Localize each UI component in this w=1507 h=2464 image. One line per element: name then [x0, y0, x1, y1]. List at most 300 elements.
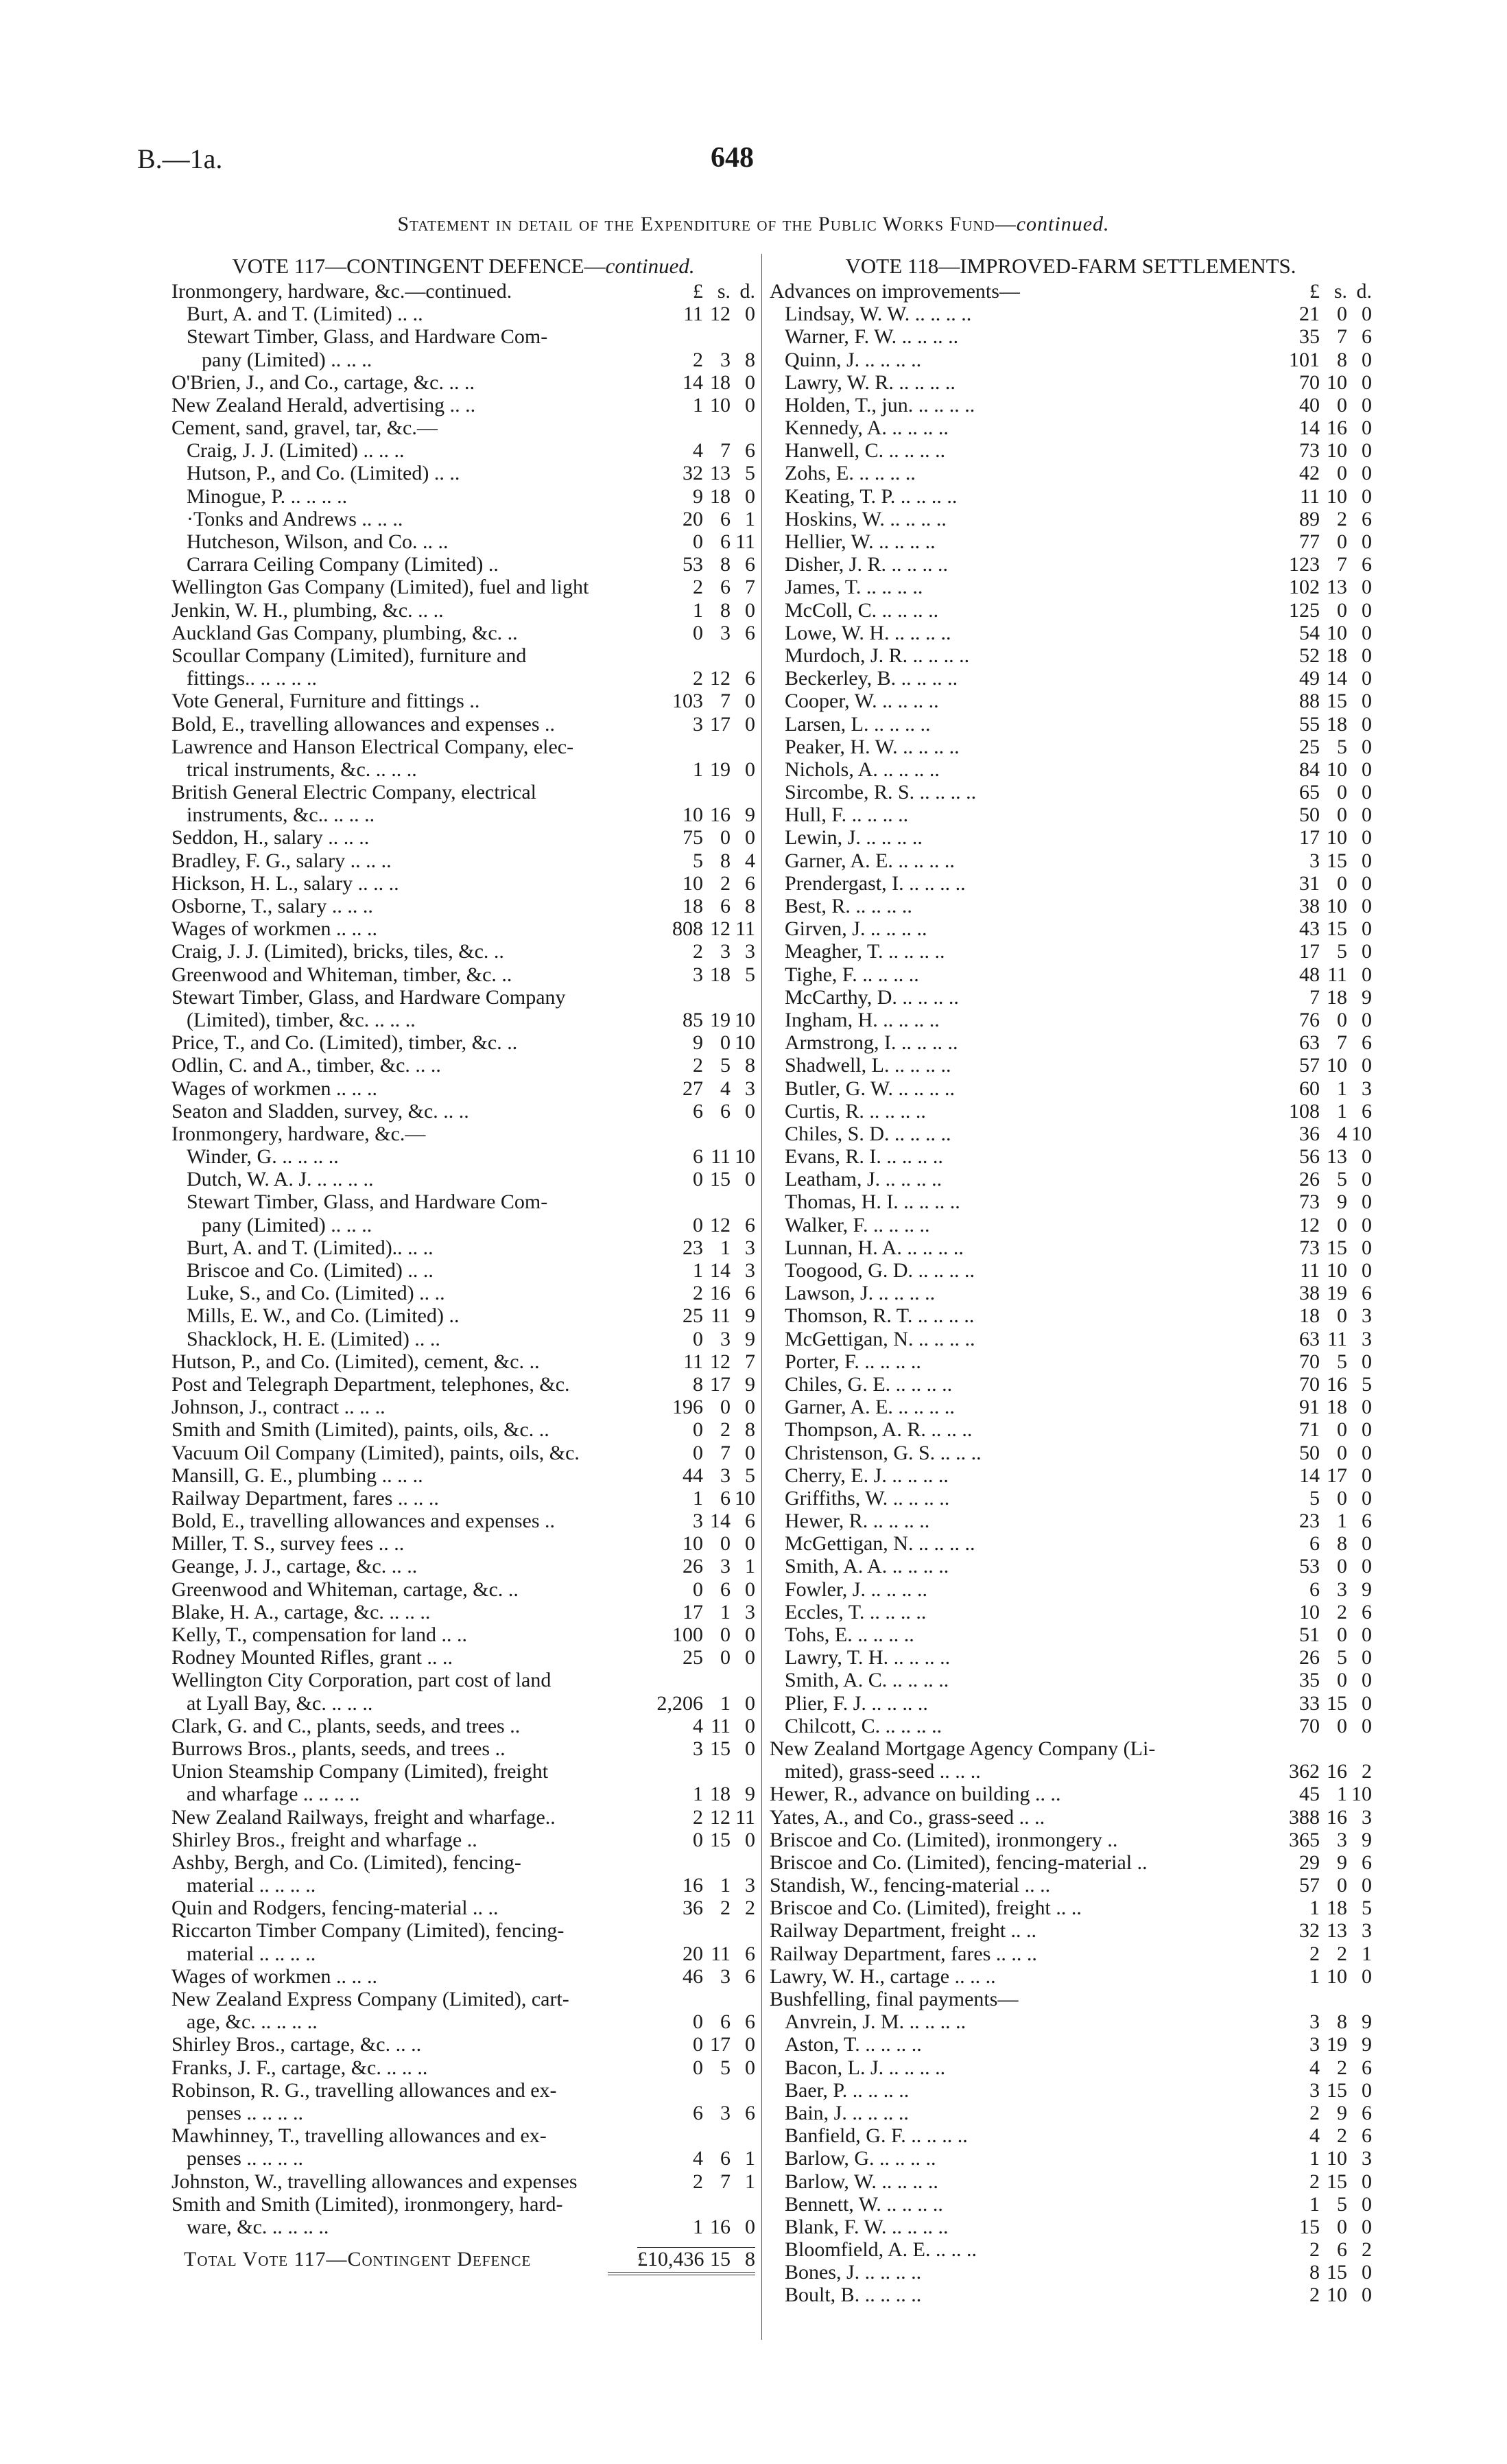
row-description: Lawry, W. H., cartage .. .. .. — [770, 1964, 996, 1988]
pence-value: 0 — [745, 1646, 755, 1669]
shillings-value: 5 — [1337, 1168, 1347, 1191]
table-row — [171, 1259, 755, 1282]
pence-value: 0 — [1362, 1532, 1372, 1556]
row-description: Aston, T. .. .. .. .. — [785, 2033, 922, 2056]
pounds-value: 88 — [1299, 690, 1320, 713]
shillings-value: 6 — [720, 576, 731, 599]
row-description: Wellington City Corporation, part cost of land — [171, 1669, 551, 1692]
row-amount — [1273, 986, 1372, 1009]
table-row — [171, 2010, 755, 2033]
pence-value: 6 — [1362, 2101, 1372, 2124]
table-row — [770, 303, 1372, 325]
pounds-value: 2 — [693, 348, 703, 371]
pounds-value: 63 — [1299, 1327, 1320, 1350]
pounds-value: 36 — [683, 1897, 703, 1920]
shillings-value: 14 — [710, 1259, 731, 1282]
shillings-value: 0 — [720, 1031, 731, 1055]
row-amount — [1273, 439, 1372, 462]
table-row — [770, 2216, 1372, 2238]
pence-value: 1 — [745, 507, 755, 530]
pence-value: 1 — [745, 2170, 755, 2193]
pounds-value: 1 — [693, 758, 703, 781]
table-row — [770, 1988, 1372, 2010]
table-row — [770, 1304, 1372, 1327]
row-amount — [656, 2147, 755, 2170]
row-amount — [1273, 1965, 1372, 1988]
table-row — [770, 508, 1372, 530]
row-amount — [656, 622, 755, 644]
pounds-value: 49 — [1299, 667, 1320, 690]
table-row — [171, 508, 755, 530]
pence-value: 3 — [745, 1600, 755, 1623]
row-amount — [1273, 1123, 1372, 1145]
pence-value: 0 — [1362, 462, 1372, 485]
pounds-value: 25 — [683, 1304, 703, 1328]
row-amount — [1273, 622, 1372, 644]
table-row — [171, 371, 755, 394]
row-amount — [656, 1214, 755, 1236]
row-description: material .. .. .. .. — [187, 1874, 316, 1897]
table-row — [171, 439, 755, 462]
pence-value: 6 — [745, 553, 755, 576]
table-row — [770, 1623, 1372, 1646]
pounds-value: 1 — [693, 393, 703, 416]
table-row — [171, 576, 755, 598]
shillings-value: 6 — [720, 895, 731, 918]
row-description: Rodney Mounted Rifles, grant .. .. — [171, 1646, 453, 1669]
pence-value: 4 — [745, 849, 755, 872]
row-amount — [1273, 1715, 1372, 1737]
row-description: Ingham, H. .. .. .. .. — [785, 1008, 940, 1031]
table-row — [770, 1236, 1372, 1259]
table-row — [770, 895, 1372, 917]
pence-value: 8 — [745, 348, 755, 371]
shillings-value: 5 — [720, 1054, 731, 1077]
pence-value: 6 — [1362, 1510, 1372, 1533]
row-description: Murdoch, J. R. .. .. .. .. — [785, 644, 970, 667]
shillings-value: 10 — [1327, 1259, 1347, 1282]
row-description: Bold, E., travelling allowances and expenses .. — [171, 712, 556, 736]
table-row — [770, 1556, 1372, 1578]
row-amount — [656, 1168, 755, 1190]
pence-value: 2 — [745, 1897, 755, 1920]
row-amount — [656, 1737, 755, 1760]
pounds-value: 123 — [1289, 553, 1320, 576]
row-description: Meagher, T. .. .. .. .. — [785, 940, 945, 963]
table-row — [171, 1236, 755, 1259]
pounds-value: 32 — [1299, 1919, 1320, 1943]
table-row — [770, 325, 1372, 348]
row-description: Thompson, A. R. .. .. .. — [785, 1418, 973, 1442]
pence-value: 3 — [745, 1236, 755, 1259]
row-description: James, T. .. .. .. .. — [785, 576, 923, 599]
pounds-value: 56 — [1299, 1145, 1320, 1169]
pence-value: 0 — [745, 758, 755, 781]
shillings-value: 15 — [710, 1737, 731, 1760]
pence-value: 0 — [1362, 667, 1372, 690]
pence-value: 6 — [745, 1964, 755, 1988]
row-description: Auckland Gas Company, plumbing, &c. .. — [171, 621, 518, 644]
shillings-value: 1 — [720, 1691, 731, 1715]
pence-value: 0 — [1362, 348, 1372, 371]
table-row — [171, 303, 755, 325]
row-description: fittings.. .. .. .. .. — [187, 667, 318, 690]
table-row — [770, 280, 1372, 303]
row-description: Ironmongery, hardware, &c.— — [171, 1122, 426, 1145]
shillings-value: 19 — [710, 1008, 731, 1031]
pence-value: 0 — [1362, 1486, 1372, 1510]
row-description: Shacklock, H. E. (Limited) .. .. — [187, 1327, 440, 1350]
shillings-value: 15 — [710, 1828, 731, 1851]
pence-value: 0 — [1362, 895, 1372, 918]
pounds-value: 53 — [1299, 1555, 1320, 1578]
row-amount — [1273, 713, 1372, 736]
pence-value: 0 — [745, 371, 755, 394]
pounds-value: 2 — [1309, 1942, 1320, 1965]
row-amount — [1273, 416, 1372, 439]
pounds-value: 365 — [1289, 1828, 1320, 1851]
pounds-value: 77 — [1299, 530, 1320, 554]
shillings-value: 0 — [1337, 1669, 1347, 1692]
row-amount — [1273, 1783, 1372, 1805]
pence-value: 1 — [745, 1555, 755, 1578]
pence-value: 9 — [1362, 985, 1372, 1009]
shillings-value: 0 — [1337, 462, 1347, 485]
row-description: Clark, G. and C., plants, seeds, and trees .. — [171, 1714, 521, 1737]
row-amount — [656, 1692, 755, 1715]
table-row — [770, 1282, 1372, 1304]
shillings-value: 6 — [1337, 2238, 1347, 2262]
vote-117-heading-main: VOTE 117—CONTINGENT DEFENCE— — [232, 254, 606, 278]
table-row — [770, 1259, 1372, 1282]
table-row — [171, 1100, 755, 1123]
pounds-value: 3 — [693, 712, 703, 736]
table-row — [171, 713, 755, 736]
shillings-value: 8 — [720, 849, 731, 872]
pence-value: 0 — [745, 1099, 755, 1123]
pounds-value: 8 — [1309, 2261, 1320, 2284]
pounds-value: 65 — [1299, 781, 1320, 804]
pence-header: d. — [1356, 279, 1372, 303]
table-row — [770, 1715, 1372, 1737]
table-row — [770, 394, 1372, 416]
shillings-value: 15 — [1327, 2170, 1347, 2193]
shillings-value: 19 — [710, 758, 731, 781]
row-description: Price, T., and Co. (Limited), timber, &c. .. — [171, 1031, 518, 1055]
table-row — [770, 553, 1372, 576]
row-amount — [1273, 2238, 1372, 2261]
shillings-value: 3 — [720, 2101, 731, 2124]
pounds-value: 38 — [1299, 895, 1320, 918]
pounds-value: 43 — [1299, 917, 1320, 941]
pounds-value: 31 — [1299, 871, 1320, 895]
pence-value: 0 — [1362, 758, 1372, 781]
pence-value: 3 — [1362, 1919, 1372, 1943]
row-amount — [656, 940, 755, 963]
table-row — [171, 2193, 755, 2216]
row-description: Bones, J. .. .. .. .. — [785, 2261, 922, 2284]
table-row — [171, 1442, 755, 1464]
pence-value: 3 — [1362, 2147, 1372, 2170]
shillings-value: 3 — [720, 1964, 731, 1988]
pence-value: 0 — [745, 1532, 755, 1556]
title-continued: continued. — [1016, 213, 1110, 235]
row-amount — [656, 1418, 755, 1441]
pence-value: 3 — [745, 1874, 755, 1897]
pence-value: 0 — [1362, 598, 1372, 622]
pounds-value: 57 — [1299, 1874, 1320, 1897]
total-shillings: 15 — [710, 2248, 731, 2271]
table-row — [770, 644, 1372, 667]
table-row — [171, 917, 755, 940]
row-amount — [1273, 280, 1372, 303]
pence-value: 9 — [1362, 2033, 1372, 2056]
pence-value: 10 — [735, 1486, 755, 1510]
row-amount — [1273, 349, 1372, 371]
shillings-value: 0 — [720, 1532, 731, 1556]
pounds-value: 2 — [1309, 2170, 1320, 2193]
row-amount — [1273, 599, 1372, 622]
pence-value: 0 — [1362, 917, 1372, 941]
shillings-value: 9 — [1337, 2101, 1347, 2124]
shillings-value: 12 — [710, 667, 731, 690]
pounds-value: 17 — [1299, 826, 1320, 849]
row-description: Bloomfield, A. E. .. .. .. — [785, 2238, 977, 2262]
row-amount — [1273, 849, 1372, 872]
table-row — [770, 530, 1372, 553]
pence-value: 0 — [1362, 2078, 1372, 2102]
pence-value: 0 — [1362, 1441, 1372, 1464]
table-row — [171, 1487, 755, 1510]
row-amount — [656, 849, 755, 872]
pounds-value: 9 — [693, 1031, 703, 1055]
row-description: Minogue, P. .. .. .. .. — [187, 484, 348, 508]
row-amount — [656, 1304, 755, 1327]
row-description: Lindsay, W. W. .. .. .. .. — [785, 303, 972, 326]
shillings-value: 0 — [1337, 1714, 1347, 1737]
pounds-value: 0 — [693, 2010, 703, 2034]
row-description: Bradley, F. G., salary .. .. .. — [171, 849, 392, 872]
pence-value: 6 — [745, 2010, 755, 2034]
pence-value: 3 — [1362, 1327, 1372, 1350]
shillings-value: 15 — [1327, 690, 1347, 713]
row-description: Hewer, R., advance on building .. .. — [770, 1783, 1061, 1806]
pence-value: 10 — [735, 1145, 755, 1169]
pounds-value: 4 — [693, 2147, 703, 2170]
row-amount — [1273, 1943, 1372, 1965]
pounds-value: 73 — [1299, 439, 1320, 462]
row-description: Mills, E. W., and Co. (Limited) .. — [187, 1304, 460, 1328]
table-row — [171, 1464, 755, 1487]
row-description: instruments, &c.. .. .. .. — [187, 803, 375, 827]
row-description: Anvrein, J. M. .. .. .. .. — [785, 2010, 966, 2034]
shillings-value: 18 — [1327, 1897, 1347, 1920]
table-row — [171, 2216, 755, 2238]
row-description: Christenson, G. S. .. .. .. — [785, 1441, 982, 1464]
pounds-value: 55 — [1299, 712, 1320, 736]
row-description: Best, R. .. .. .. .. — [785, 895, 912, 918]
table-row — [770, 416, 1372, 439]
row-amount — [656, 576, 755, 598]
row-amount — [1273, 2079, 1372, 2102]
pence-value: 0 — [1362, 2215, 1372, 2238]
pounds-value: 36 — [1299, 1122, 1320, 1145]
row-description: Jenkin, W. H., plumbing, &c. .. .. — [171, 598, 444, 622]
pounds-value: 45 — [1299, 1783, 1320, 1806]
table-row — [770, 462, 1372, 485]
row-amount — [656, 1965, 755, 1988]
table-row — [171, 1646, 755, 1669]
row-amount — [1273, 1031, 1372, 1054]
table-row — [770, 1100, 1372, 1123]
shillings-value: 14 — [710, 1510, 731, 1533]
total-label: Total Vote 117—Contingent Defence — [184, 2248, 532, 2271]
table-row — [770, 940, 1372, 963]
pounds-value: 1 — [693, 1486, 703, 1510]
row-description: trical instruments, &c. .. .. .. — [187, 758, 417, 781]
row-description: pany (Limited) .. .. .. — [202, 1213, 372, 1236]
table-row — [171, 1350, 755, 1373]
shillings-value: 18 — [1327, 644, 1347, 667]
shillings-value: 0 — [1337, 598, 1347, 622]
row-description: Briscoe and Co. (Limited), freight .. .. — [770, 1897, 1082, 1920]
row-description: Smith and Smith (Limited), ironmongery, hard- — [171, 2192, 563, 2216]
shillings-value: 16 — [1327, 1805, 1347, 1829]
pounds-value: 125 — [1289, 598, 1320, 622]
row-description: Stewart Timber, Glass, and Hardware Com- — [187, 325, 548, 349]
row-description: Hanwell, C. .. .. .. .. — [785, 439, 946, 462]
shillings-value: 0 — [1337, 1486, 1347, 1510]
pence-value: 0 — [1362, 1008, 1372, 1031]
table-row — [770, 1692, 1372, 1715]
pounds-value: 17 — [1299, 940, 1320, 963]
pounds-value: 20 — [683, 1942, 703, 1965]
pence-value: 0 — [1362, 690, 1372, 713]
pence-value: 0 — [745, 712, 755, 736]
title-main: Statement in detail of the Expenditure of the Public Works Fund— — [397, 213, 1017, 235]
pence-value: 6 — [1362, 1031, 1372, 1055]
pence-value: 6 — [1362, 1099, 1372, 1123]
shillings-value: 15 — [1327, 1236, 1347, 1259]
row-description: Keating, T. P. .. .. .. .. — [785, 484, 958, 508]
row-amount — [1273, 2102, 1372, 2124]
row-amount — [656, 1259, 755, 1282]
row-description: Evans, R. I. .. .. .. .. — [785, 1145, 943, 1169]
pounds-value: 6 — [693, 1145, 703, 1169]
row-description: Toogood, G. D. .. .. .. .. — [785, 1259, 975, 1282]
row-description: Eccles, T. .. .. .. .. — [785, 1600, 927, 1623]
pence-value: 0 — [1362, 303, 1372, 326]
pence-value: 8 — [745, 1418, 755, 1442]
pounds-value: 70 — [1299, 1350, 1320, 1373]
pence-value: 0 — [1362, 1418, 1372, 1442]
row-amount — [656, 508, 755, 530]
row-description: Peaker, H. W. .. .. .. .. — [785, 735, 960, 758]
row-description: ·Tonks and Andrews .. .. .. — [187, 507, 403, 530]
pence-value: 0 — [745, 1737, 755, 1760]
shillings-value: 6 — [720, 1577, 731, 1601]
pounds-value: 52 — [1299, 644, 1320, 667]
row-description: Quinn, J. .. .. .. .. — [785, 348, 922, 371]
pounds-value: 70 — [1299, 371, 1320, 394]
pence-value: 3 — [745, 1077, 755, 1100]
pounds-value: 6 — [693, 2101, 703, 2124]
page-section-code: B.—1a. — [137, 143, 223, 174]
shillings-value: 12 — [710, 917, 731, 941]
row-description: Miller, T. S., survey fees .. .. — [171, 1532, 405, 1556]
table-row — [171, 349, 755, 371]
shillings-value: 10 — [1327, 758, 1347, 781]
row-description: Railway Department, fares .. .. .. — [171, 1486, 439, 1510]
table-row — [171, 781, 755, 803]
table-row — [171, 485, 755, 508]
pence-value: 0 — [1362, 1623, 1372, 1647]
row-amount — [656, 2170, 755, 2193]
table-row — [171, 1328, 755, 1350]
pounds-value: 6 — [1309, 1577, 1320, 1601]
row-description: Walker, F. .. .. .. .. — [785, 1213, 930, 1236]
shillings-value: 14 — [1327, 667, 1347, 690]
pence-value: 0 — [1362, 1646, 1372, 1669]
pence-value: 3 — [1362, 1805, 1372, 1829]
shillings-value: 1 — [1337, 1510, 1347, 1533]
shillings-value: 18 — [710, 484, 731, 508]
pounds-value: 14 — [1299, 1464, 1320, 1487]
shillings-value: 5 — [1337, 1350, 1347, 1373]
pounds-value: 1 — [1309, 2147, 1320, 2170]
pounds-value: 0 — [693, 1168, 703, 1191]
pounds-value: 63 — [1299, 1031, 1320, 1055]
row-description: Tohs, E. .. .. .. .. — [785, 1623, 914, 1647]
shillings-value: 0 — [1337, 1441, 1347, 1464]
pence-value: 0 — [1362, 1714, 1372, 1737]
pence-value: 0 — [1362, 576, 1372, 599]
table-row — [770, 1350, 1372, 1373]
table-row — [171, 1874, 755, 1897]
table-row — [171, 2056, 755, 2079]
row-description: Lawry, W. R. .. .. .. .. — [785, 371, 956, 394]
row-description: Wages of workmen .. .. .. — [171, 917, 378, 941]
pence-value: 0 — [745, 1828, 755, 1851]
shillings-value: 0 — [720, 1623, 731, 1647]
pounds-value: 3 — [693, 1510, 703, 1533]
table-row — [770, 1829, 1372, 1851]
row-description: Mansill, G. E., plumbing .. .. .. — [171, 1464, 423, 1487]
shillings-value: 10 — [1327, 895, 1347, 918]
pounds-value: 48 — [1299, 963, 1320, 986]
vote-117-column — [171, 253, 755, 2277]
shillings-value: 2 — [1337, 1942, 1347, 1965]
table-row — [770, 1920, 1372, 1943]
row-description: Beckerley, B. .. .. .. .. — [785, 667, 958, 690]
row-amount — [656, 2010, 755, 2033]
row-description: Smith, A. A. .. .. .. .. — [785, 1555, 949, 1578]
pounds-value: 103 — [672, 690, 703, 713]
row-amount — [1273, 1487, 1372, 1510]
table-row — [171, 1669, 755, 1691]
row-description: Shadwell, L. .. .. .. .. — [785, 1054, 951, 1077]
pounds-value: 1 — [1309, 1964, 1320, 1988]
row-description: Burrows Bros., plants, seeds, and trees .. — [171, 1737, 506, 1760]
shillings-value: 17 — [1327, 1464, 1347, 1487]
row-description: New Zealand Railways, freight and wharfage.. — [171, 1805, 556, 1829]
row-amount — [656, 1145, 755, 1168]
row-description: McCarthy, D. .. .. .. .. — [785, 985, 959, 1009]
row-description: Hutson, P., and Co. (Limited) .. .. — [187, 462, 460, 485]
row-description: McGettigan, N. .. .. .. .. — [785, 1532, 975, 1556]
pence-value: 0 — [745, 1396, 755, 1419]
row-amount — [1273, 1692, 1372, 1715]
